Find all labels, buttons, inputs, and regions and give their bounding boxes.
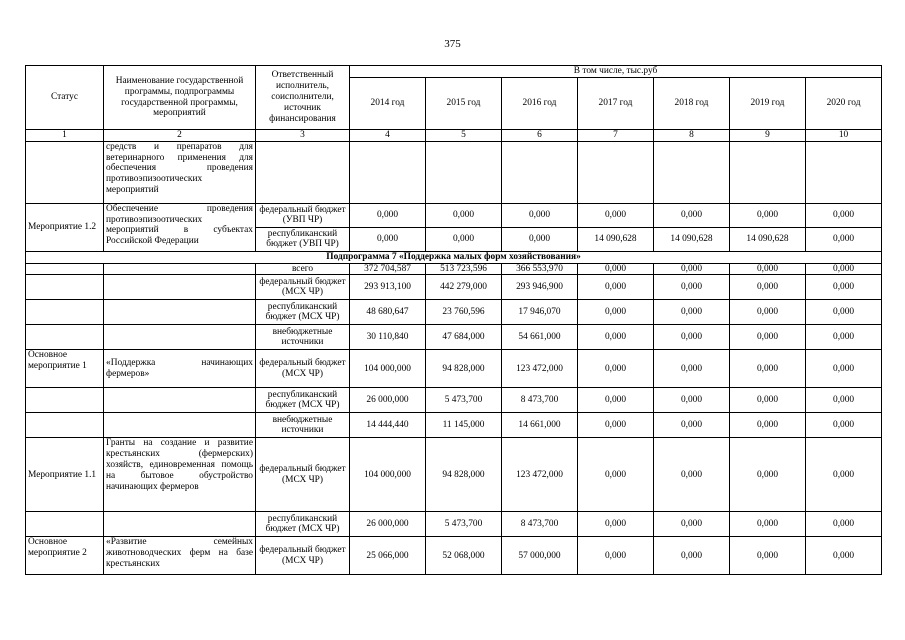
budget-table [25, 65, 882, 575]
value-cell: 0,000 [578, 512, 654, 537]
value-cell: 14 090,628 [730, 227, 806, 251]
table-row [26, 512, 882, 537]
funding-source: федеральный бюджет (МСХ ЧР) [256, 350, 350, 388]
value-cell: 123 472,000 [502, 350, 578, 388]
value-cell: 0,000 [578, 350, 654, 388]
table-row [26, 413, 882, 438]
value-cell: 0,000 [578, 537, 654, 575]
value-cell: 0,000 [654, 300, 730, 325]
value-cell: 14 661,000 [502, 413, 578, 438]
event-name: «Развитие семейных животноводческих ферм на базе крестьянских [104, 537, 256, 575]
value-cell: 0,000 [426, 203, 502, 227]
funding-source: республиканский бюджет (МСХ ЧР) [256, 512, 350, 537]
value-cell: 372 704,587 [350, 263, 426, 275]
value-cell: 0,000 [578, 413, 654, 438]
funding-source: федеральный бюджет (МСХ ЧР) [256, 438, 350, 512]
funding-source: всего [256, 263, 350, 275]
value-cell: 0,000 [578, 388, 654, 413]
table-row [26, 203, 882, 227]
header-year: 2014 год [350, 78, 426, 130]
value-cell: 0,000 [806, 227, 882, 251]
value-cell: 0,000 [730, 438, 806, 512]
header-year: 2015 год [426, 78, 502, 130]
value-cell: 0,000 [502, 203, 578, 227]
value-cell: 0,000 [654, 438, 730, 512]
funding-source: республиканский бюджет (УВП ЧР) [256, 227, 350, 251]
funding-source: республиканский бюджет (МСХ ЧР) [256, 388, 350, 413]
event-status: Основное мероприятие 2 [26, 537, 104, 575]
value-cell: 293 913,100 [350, 275, 426, 300]
header-year: 2020 год [806, 78, 882, 130]
event-name: «Поддержка начинающих фермеров» [104, 350, 256, 388]
value-cell: 94 828,000 [426, 350, 502, 388]
value-cell: 8 473,700 [502, 388, 578, 413]
value-cell: 0,000 [806, 275, 882, 300]
value-cell: 0,000 [654, 350, 730, 388]
value-cell: 0,000 [806, 300, 882, 325]
value-cell: 26 000,000 [350, 388, 426, 413]
value-cell: 513 723,596 [426, 263, 502, 275]
column-number: 10 [806, 130, 882, 142]
value-cell: 0,000 [578, 325, 654, 350]
value-cell: 0,000 [806, 438, 882, 512]
value-cell: 26 000,000 [350, 512, 426, 537]
value-cell: 23 760,596 [426, 300, 502, 325]
column-number: 4 [350, 130, 426, 142]
value-cell: 0,000 [578, 300, 654, 325]
value-cell: 54 661,000 [502, 325, 578, 350]
table-row [26, 350, 882, 388]
value-cell: 30 110,840 [350, 325, 426, 350]
header-year: 2019 год [730, 78, 806, 130]
value-cell: 366 553,970 [502, 263, 578, 275]
value-cell: 0,000 [806, 537, 882, 575]
value-cell: 0,000 [806, 263, 882, 275]
table-row [26, 300, 882, 325]
value-cell: 0,000 [654, 512, 730, 537]
value-cell: 0,000 [654, 263, 730, 275]
value-cell: 0,000 [350, 227, 426, 251]
event-name: Гранты на создание и развитие крестьянских (фермерских) хозяйств, единовременная помощь на бытовое обустройство начинающих фермеров [104, 438, 256, 512]
header-year: 2016 год [502, 78, 578, 130]
value-cell: 8 473,700 [502, 512, 578, 537]
value-cell: 0,000 [578, 263, 654, 275]
value-cell: 0,000 [654, 203, 730, 227]
funding-source: республиканский бюджет (МСХ ЧР) [256, 300, 350, 325]
value-cell: 0,000 [730, 263, 806, 275]
value-cell: 0,000 [806, 413, 882, 438]
event-status: Основное мероприятие 1 [26, 350, 104, 388]
value-cell: 0,000 [730, 203, 806, 227]
value-cell: 0,000 [806, 350, 882, 388]
value-cell: 94 828,000 [426, 438, 502, 512]
table-row [26, 325, 882, 350]
value-cell: 14 444,440 [350, 413, 426, 438]
subprogram-row [26, 251, 882, 263]
value-cell: 5 473,700 [426, 388, 502, 413]
funding-source: федеральный бюджет (МСХ ЧР) [256, 275, 350, 300]
column-numbers-row [26, 130, 882, 142]
header-responsible: Ответственный исполнитель, соисполнители, источник финансирования [256, 66, 350, 130]
value-cell: 5 473,700 [426, 512, 502, 537]
column-number: 5 [426, 130, 502, 142]
column-number: 6 [502, 130, 578, 142]
header-row [26, 66, 882, 78]
event-status: Мероприятие 1.1 [26, 438, 104, 512]
value-cell: 0,000 [730, 388, 806, 413]
value-cell: 123 472,000 [502, 438, 578, 512]
value-cell: 14 090,628 [654, 227, 730, 251]
value-cell: 0,000 [730, 537, 806, 575]
table-row [26, 537, 882, 575]
value-cell: 0,000 [350, 203, 426, 227]
value-cell: 52 068,000 [426, 537, 502, 575]
funding-source: федеральный бюджет (МСХ ЧР) [256, 537, 350, 575]
value-cell: 0,000 [578, 275, 654, 300]
funding-source: внебюджетные источники [256, 413, 350, 438]
value-cell: 11 145,000 [426, 413, 502, 438]
value-cell: 104 000,000 [350, 350, 426, 388]
table-row [26, 275, 882, 300]
value-cell: 0,000 [654, 388, 730, 413]
value-cell: 25 066,000 [350, 537, 426, 575]
value-cell: 0,000 [806, 203, 882, 227]
value-cell: 57 000,000 [502, 537, 578, 575]
column-number: 7 [578, 130, 654, 142]
column-number: 9 [730, 130, 806, 142]
value-cell: 48 680,647 [350, 300, 426, 325]
event-name: Обеспечение проведения противоэпизоотических мероприятий в субъектах Российской Федерации [104, 203, 256, 251]
header-year: 2018 год [654, 78, 730, 130]
value-cell: 0,000 [730, 300, 806, 325]
value-cell: 0,000 [654, 413, 730, 438]
value-cell: 14 090,628 [578, 227, 654, 251]
value-cell: 0,000 [502, 227, 578, 251]
page-number: 375 [444, 38, 461, 50]
value-cell: 0,000 [654, 537, 730, 575]
header-including: В том числе, тыс.руб [350, 66, 882, 78]
value-cell: 0,000 [730, 275, 806, 300]
value-cell: 0,000 [654, 325, 730, 350]
value-cell: 0,000 [730, 512, 806, 537]
column-number: 1 [26, 130, 104, 142]
value-cell: 0,000 [730, 325, 806, 350]
value-cell: 442 279,000 [426, 275, 502, 300]
status-cell [26, 141, 104, 203]
table-row [26, 141, 882, 203]
value-cell: 0,000 [806, 388, 882, 413]
value-cell: 0,000 [806, 325, 882, 350]
value-cell: 0,000 [806, 512, 882, 537]
value-cell: 0,000 [578, 438, 654, 512]
value-cell: 17 946,070 [502, 300, 578, 325]
value-cell: 104 000,000 [350, 438, 426, 512]
value-cell: 0,000 [426, 227, 502, 251]
event-name: средств и препаратов для ветеринарного применения для обеспечения проведения противоэпизоотических мероприятий [104, 141, 256, 203]
subprogram-title: Подпрограмма 7 «Поддержка малых форм хозяйствования» [26, 251, 882, 263]
value-cell: 293 946,900 [502, 275, 578, 300]
column-number: 8 [654, 130, 730, 142]
funding-source: внебюджетные источники [256, 325, 350, 350]
column-number: 2 [104, 130, 256, 142]
value-cell: 0,000 [730, 413, 806, 438]
header-status: Статус [26, 66, 104, 130]
event-status: Мероприятие 1.2 [26, 203, 104, 251]
table-row [26, 388, 882, 413]
table-row [26, 438, 882, 512]
funding-source: федеральный бюджет (УВП ЧР) [256, 203, 350, 227]
value-cell: 47 684,000 [426, 325, 502, 350]
table-row [26, 263, 882, 275]
header-name: Наименование государственной программы, подпрограммы государственной программы, мероприятий [104, 66, 256, 130]
value-cell: 0,000 [730, 350, 806, 388]
value-cell: 0,000 [654, 275, 730, 300]
header-year: 2017 год [578, 78, 654, 130]
value-cell: 0,000 [578, 203, 654, 227]
column-number: 3 [256, 130, 350, 142]
source-cell [256, 141, 350, 203]
